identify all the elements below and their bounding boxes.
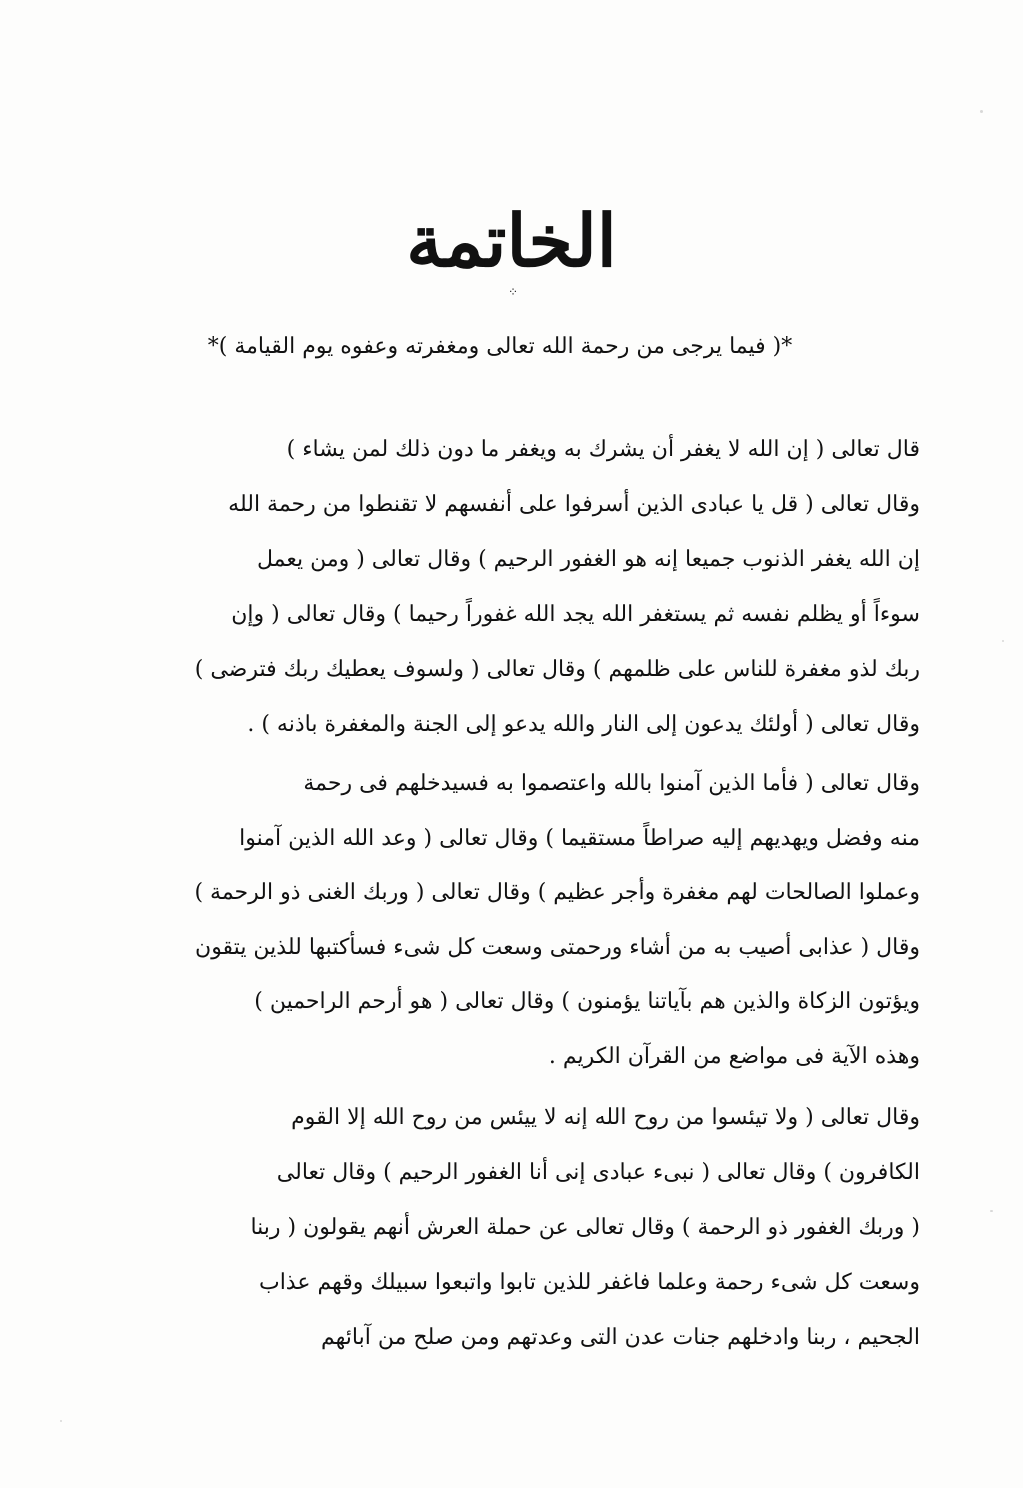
paragraph-1 (160, 422, 920, 752)
text-line: وقال تعالى ( ولا تيئسوا من روح الله إنه لا ييئس من روح الله إلا القوم (291, 1105, 920, 1130)
text-line: وعملوا الصالحات لهم مغفرة وأجر عظيم ) وقال تعالى ( وربك الغنى ذو الرحمة ) (194, 880, 920, 905)
text-line: وهذه الآية فى مواضع من القرآن الكريم . (548, 1043, 920, 1069)
text-line: الكافرون ) وقال تعالى ( نبىء عبادى إنى أنا الغفور الرحيم ) وقال تعالى (276, 1160, 920, 1185)
text-line: قال تعالى ( إن الله لا يغفر أن يشرك به ويغفر ما دون ذلك لمن يشاء ) (286, 437, 920, 462)
text-line: ( وربك الغفور ذو الرحمة ) وقال تعالى عن حملة العرش أنهم يقولون ( ربنا (250, 1215, 920, 1240)
text-line: وقال ( عذابى أصيب به من أشاء ورحمتى وسعت كل شىء فسأكتبها للذين يتقون (195, 934, 920, 960)
text-line: وقال تعالى ( قل يا عبادى الذين أسرفوا على أنفسهم لا تقنطوا من رحمة الله (228, 492, 920, 517)
page-title: الخاتمة (406, 198, 617, 283)
paragraph-3 (160, 1090, 920, 1365)
text-line: ربك لذو مغفرة للناس على ظلمهم ) وقال تعالى ( ولسوف يعطيك ربك فترضى ) (194, 657, 920, 682)
paragraph-2 (160, 757, 920, 1084)
text-line: وسعت كل شىء رحمة وعلما فاغفر للذين تابوا واتبعوا سبيلك وقهم عذاب (258, 1270, 920, 1295)
scan-speck (60, 1420, 62, 1422)
text-line: منه وفضل ويهديهم إليه صراطاً مستقيما ) وقال تعالى ( وعد الله الذين آمنوا (239, 825, 920, 851)
text-line: الجحيم ، ربنا وادخلهم جنات عدن التى وعدتهم ومن صلح من آبائهم (321, 1325, 920, 1350)
text-line: وقال تعالى ( أولئك يدعون إلى النار والله يدعو إلى الجنة والمغفرة باذنه ) . (247, 712, 920, 737)
text-line: ويؤتون الزكاة والذين هم بآياتنا يؤمنون ) وقال تعالى ( هو أرحم الراحمين ) (254, 989, 920, 1014)
scan-speck (990, 1210, 993, 1212)
title-ornament-icon: ⁘ (507, 285, 519, 299)
scan-speck (1002, 640, 1004, 642)
page-subtitle: *( فيما يرجى من رحمة الله تعالى ومغفرته وعفوه يوم القيامة )* (207, 334, 793, 359)
text-line: سوءاً أو يظلم نفسه ثم يستغفر الله يجد الله غفوراً رحيما ) وقال تعالى ( وإن (231, 602, 920, 627)
text-line: إن الله يغفر الذنوب جميعا إنه هو الغفور الرحيم ) وقال تعالى ( ومن يعمل (256, 547, 920, 572)
scan-speck (980, 110, 983, 113)
text-line: وقال تعالى ( فأما الذين آمنوا بالله واعتصموا به فسيدخلهم فى رحمة (303, 771, 920, 796)
